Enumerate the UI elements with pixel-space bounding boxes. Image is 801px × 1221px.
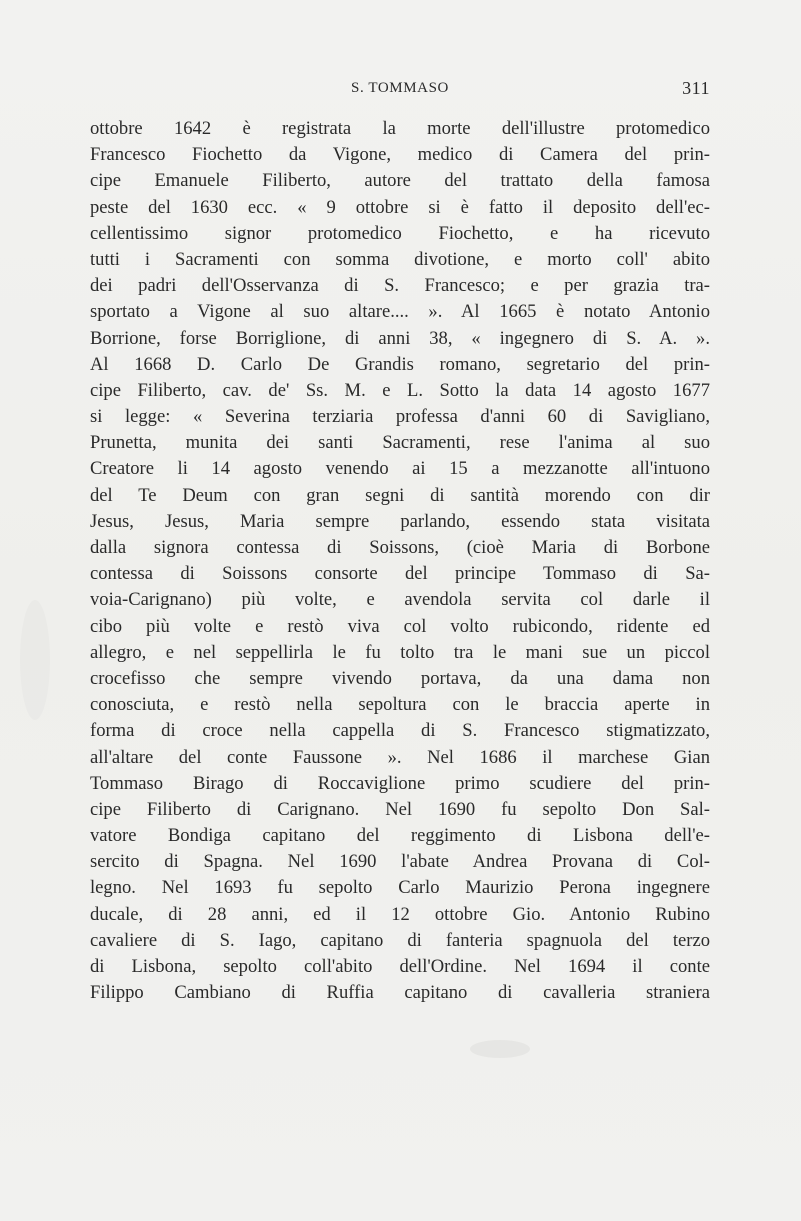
text-line: sportato a Vigone al suo altare.... ». Al 1665 è notato Antonio (90, 301, 710, 323)
text-line: Francesco Fiochetto da Vigone, medico di Camera del prin- (90, 144, 710, 166)
text-line: Prunetta, munita dei santi Sacramenti, rese l'anima al suo (90, 432, 710, 454)
text-line: voia-Carignano) più volte, e avendola servita col darle il (90, 589, 710, 611)
text-line: dei padri dell'Osservanza di S. Francesco; e per grazia tra- (90, 275, 710, 297)
text-line: cavaliere di S. Iago, capitano di fanteria spagnuola del terzo (90, 929, 710, 951)
text-line: vatore Bondiga capitano del reggimento di Lisbona dell'e- (90, 825, 710, 847)
text-line: conosciuta, e restò nella sepoltura con le braccia aperte in (90, 694, 710, 716)
text-line: dalla signora contessa di Soissons, (cioè Maria di Borbone (90, 537, 710, 558)
text-line: ducale, di 28 anni, ed il 12 ottobre Gio. Antonio Rubino (90, 903, 710, 925)
text-line: Jesus, Jesus, Maria sempre parlando, essendo stata visitata (90, 510, 710, 532)
text-line: all'altare del conte Faussone ». Nel 1686 il marchese Gian (90, 746, 710, 768)
page-number: 311 (682, 78, 710, 98)
text-line: cellentissimo signor protomedico Fiochetto, e ha ricevuto (90, 222, 710, 244)
text-line: di Lisbona, sepolto coll'abito dell'Ordine. Nel 1694 il conte (90, 956, 710, 977)
text-line: legno. Nel 1693 fu sepolto Carlo Maurizio Perona ingegnere (90, 877, 710, 899)
text-line: si legge: « Severina terziaria professa d'anni 60 di Savigliano, (90, 406, 710, 428)
page-header (90, 78, 710, 102)
text-line: Al 1668 D. Carlo De Grandis romano, segretario del prin- (90, 353, 710, 375)
text-line: sercito di Spagna. Nel 1690 l'abate Andrea Provana di Col- (90, 851, 710, 873)
paper-smudge (470, 1040, 530, 1058)
body-text (90, 116, 710, 1006)
paper-shadow (20, 600, 50, 720)
text-line: contessa di Soissons consorte del principe Tommaso di Sa- (90, 563, 710, 585)
text-line: crocefisso che sempre vivendo portava, da una dama non (90, 667, 710, 689)
text-line: peste del 1630 ecc. « 9 ottobre si è fatto il deposito dell'ec- (90, 196, 710, 218)
text-line: cipe Filiberto di Carignano. Nel 1690 fu sepolto Don Sal- (90, 798, 710, 820)
text-line: forma di croce nella cappella di S. Francesco stigmatizzato, (90, 720, 710, 742)
text-line: del Te Deum con gran segni di santità morendo con dir (90, 484, 710, 506)
text-line: allegro, e nel seppellirla le fu tolto tra le mani sue un piccol (90, 641, 710, 663)
text-line: tutti i Sacramenti con somma divotione, e morto coll' abito (90, 248, 710, 270)
text-line: Borrione, forse Borriglione, di anni 38, « ingegnero di S. A. ». (90, 327, 710, 349)
text-line: cipe Emanuele Filiberto, autore del trattato della famosa (90, 170, 710, 192)
text-line: Tommaso Birago di Roccaviglione primo scudiere del prin- (90, 772, 710, 794)
text-line: cibo più volte e restò viva col volto rubicondo, ridente ed (90, 615, 710, 637)
running-title: S. TOMMASO (351, 80, 449, 96)
text-line: cipe Filiberto, cav. de' Ss. M. e L. Sotto la data 14 agosto 1677 (90, 379, 710, 401)
text-line: ottobre 1642 è registrata la morte dell'illustre protomedico (90, 118, 710, 139)
text-line: Filippo Cambiano di Ruffia capitano di cavalleria straniera (90, 982, 710, 1004)
text-line: Creatore li 14 agosto venendo ai 15 a mezzanotte all'intuono (90, 458, 710, 480)
